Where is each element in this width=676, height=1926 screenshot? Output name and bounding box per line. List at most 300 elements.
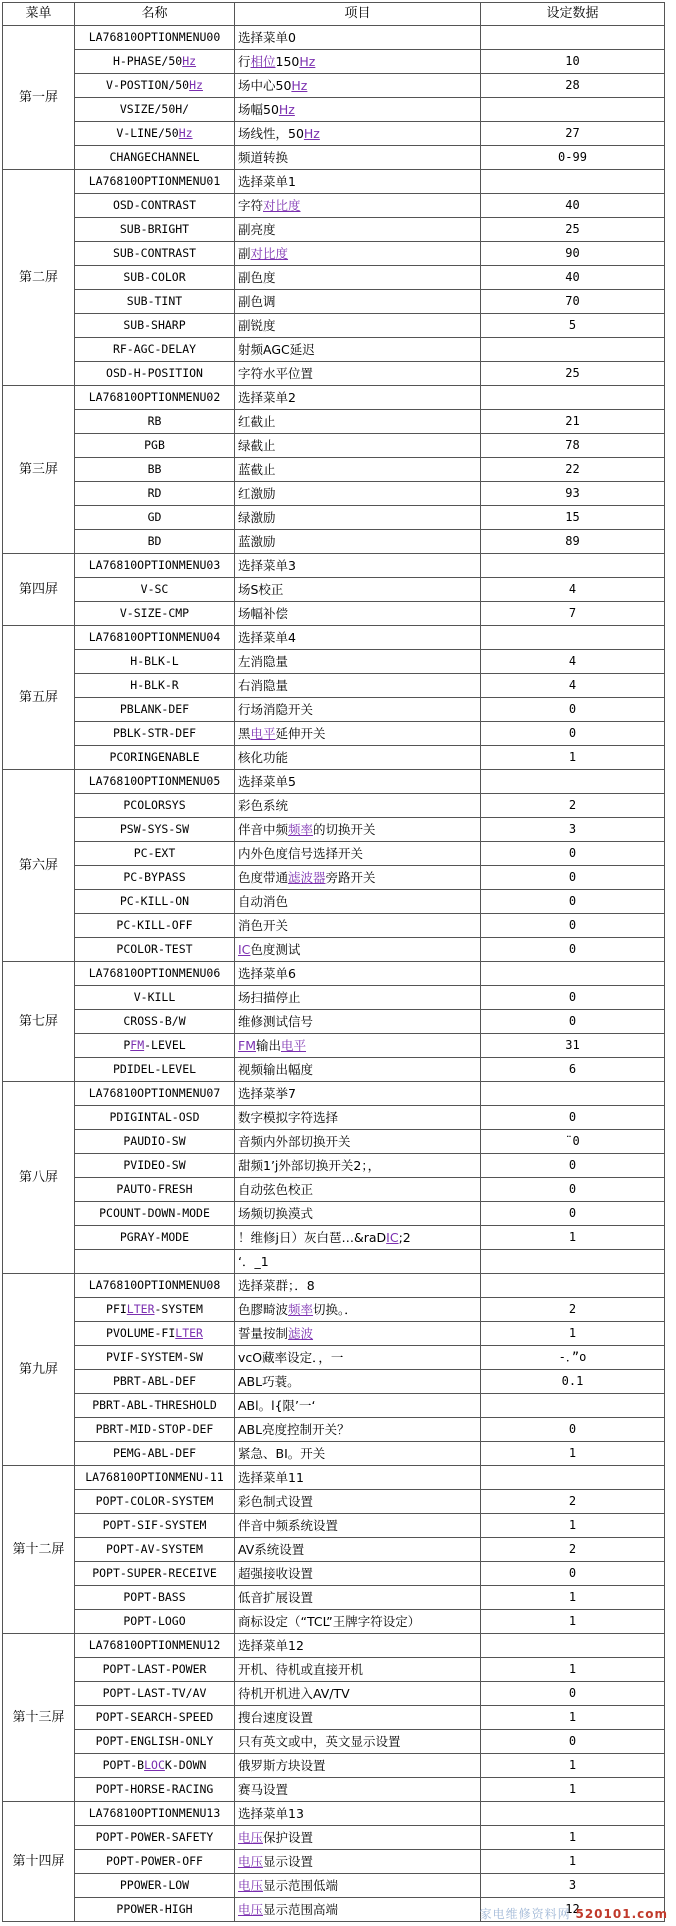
table-row bbox=[3, 1634, 665, 1658]
menu-cell: 第四屏 bbox=[3, 554, 75, 626]
name-cell: PEMG-ABL-DEF bbox=[75, 1442, 235, 1466]
hyperlink[interactable]: 电压 bbox=[238, 1902, 264, 1917]
value-cell: 12 bbox=[481, 1898, 665, 1922]
table-row bbox=[3, 554, 665, 578]
item-cell: 选择菜单0 bbox=[235, 26, 481, 50]
table-row bbox=[3, 794, 665, 818]
value-cell: 0 bbox=[481, 914, 665, 938]
name-cell: POPT-ENGLISH-ONLY bbox=[75, 1730, 235, 1754]
table-row bbox=[3, 1586, 665, 1610]
item-cell: 红激励 bbox=[235, 482, 481, 506]
item-cell: 核化功能 bbox=[235, 746, 481, 770]
name-cell: POPT-LAST-TV/AV bbox=[75, 1682, 235, 1706]
item-cell: 彩色系统 bbox=[235, 794, 481, 818]
item-cell: AV系统设置 bbox=[235, 1538, 481, 1562]
table-row bbox=[3, 650, 665, 674]
name-cell: PC-KILL-OFF bbox=[75, 914, 235, 938]
table-row bbox=[3, 194, 665, 218]
hyperlink[interactable]: IC bbox=[238, 942, 251, 957]
item-cell: 搜台速度设置 bbox=[235, 1706, 481, 1730]
value-cell: 0 bbox=[481, 1562, 665, 1586]
table-row bbox=[3, 1322, 665, 1346]
value-cell: 3 bbox=[481, 818, 665, 842]
hyperlink[interactable]: FM bbox=[130, 1038, 145, 1052]
table-row bbox=[3, 602, 665, 626]
menu-cell: 第一屏 bbox=[3, 26, 75, 170]
value-cell: 6 bbox=[481, 1058, 665, 1082]
hyperlink[interactable]: 滤波 bbox=[288, 870, 314, 885]
name-cell: V-POSTION/50Hz bbox=[75, 74, 235, 98]
item-cell: 开机、待机或直接开机 bbox=[235, 1658, 481, 1682]
name-cell: PFM-LEVEL bbox=[75, 1034, 235, 1058]
value-cell: 1 bbox=[481, 1658, 665, 1682]
item-cell: ！维修j日）灰白琶…&raDIC;2 bbox=[235, 1226, 481, 1250]
item-cell: 低音扩展设置 bbox=[235, 1586, 481, 1610]
item-cell: ABL亮度控制开关？ bbox=[235, 1418, 481, 1442]
value-cell: 22 bbox=[481, 458, 665, 482]
item-cell: ABL巧蓑。 bbox=[235, 1370, 481, 1394]
table-row bbox=[3, 986, 665, 1010]
item-cell: 黑电平延伸开关 bbox=[235, 722, 481, 746]
menu-cell: 第三屏 bbox=[3, 386, 75, 554]
value-cell: 5 bbox=[481, 314, 665, 338]
table-row bbox=[3, 746, 665, 770]
value-cell: 1 bbox=[481, 1850, 665, 1874]
header-item: 项目 bbox=[235, 3, 481, 26]
item-cell: 电压保护设置 bbox=[235, 1826, 481, 1850]
hyperlink[interactable]: 频率 bbox=[288, 822, 314, 837]
item-cell: 伴音中频系统设置 bbox=[235, 1514, 481, 1538]
name-cell: GD bbox=[75, 506, 235, 530]
table-row bbox=[3, 1154, 665, 1178]
value-cell: 1 bbox=[481, 1610, 665, 1634]
item-cell: 电压显示范围高端 bbox=[235, 1898, 481, 1922]
table-row bbox=[3, 266, 665, 290]
name-cell: CROSS-B/W bbox=[75, 1010, 235, 1034]
value-cell: 40 bbox=[481, 266, 665, 290]
item-cell: 选择菜挙7 bbox=[235, 1082, 481, 1106]
value-cell: 0 bbox=[481, 986, 665, 1010]
table-row bbox=[3, 1274, 665, 1298]
watermark-text: 家电维修资料网 bbox=[479, 1907, 571, 1921]
value-cell: 90 bbox=[481, 242, 665, 266]
table-row bbox=[3, 482, 665, 506]
table-row bbox=[3, 1394, 665, 1418]
name-cell: PVIDEO-SW bbox=[75, 1154, 235, 1178]
name-cell: LA76810OPTIONMENU07 bbox=[75, 1082, 235, 1106]
table-row bbox=[3, 914, 665, 938]
name-cell: H-BLK-L bbox=[75, 650, 235, 674]
name-cell: PCORINGENABLE bbox=[75, 746, 235, 770]
item-cell: 选择菜单6 bbox=[235, 962, 481, 986]
value-cell bbox=[481, 962, 665, 986]
name-cell: RD bbox=[75, 482, 235, 506]
value-cell bbox=[481, 1250, 665, 1274]
table-row bbox=[3, 458, 665, 482]
hyperlink[interactable]: Hz bbox=[178, 126, 193, 140]
item-cell: 商标设定（“TCL”王牌字符设定） bbox=[235, 1610, 481, 1634]
value-cell: 1 bbox=[481, 1778, 665, 1802]
table-row bbox=[3, 314, 665, 338]
name-cell: PVIF-SYSTEM-SW bbox=[75, 1346, 235, 1370]
menu-cell: 第十三屏 bbox=[3, 1634, 75, 1802]
item-cell: vcO藏率设定．，一 bbox=[235, 1346, 481, 1370]
item-cell: 右消隐量 bbox=[235, 674, 481, 698]
value-cell: 27 bbox=[481, 122, 665, 146]
value-cell: 0 bbox=[481, 842, 665, 866]
table-row bbox=[3, 1754, 665, 1778]
menu-cell: 第六屏 bbox=[3, 770, 75, 962]
name-cell: LA76810OPTIONMENU13 bbox=[75, 1802, 235, 1826]
table-row bbox=[3, 50, 665, 74]
item-cell: 消色开关 bbox=[235, 914, 481, 938]
item-cell: 副锐度 bbox=[235, 314, 481, 338]
name-cell: POPT-AV-SYSTEM bbox=[75, 1538, 235, 1562]
table-row bbox=[3, 74, 665, 98]
name-cell: PC-BYPASS bbox=[75, 866, 235, 890]
table-row bbox=[3, 290, 665, 314]
table-row bbox=[3, 578, 665, 602]
name-cell: POPT-COLOR-SYSTEM bbox=[75, 1490, 235, 1514]
hyperlink[interactable]: 滤波 bbox=[288, 1326, 314, 1341]
name-cell: POPT-SEARCH-SPEED bbox=[75, 1706, 235, 1730]
value-cell bbox=[481, 26, 665, 50]
item-cell: 俄罗斯方块设置 bbox=[235, 1754, 481, 1778]
name-cell: CHANGECHANNEL bbox=[75, 146, 235, 170]
value-cell: 1 bbox=[481, 1514, 665, 1538]
menu-cell: 第九屏 bbox=[3, 1274, 75, 1466]
item-cell: 视频输出幅度 bbox=[235, 1058, 481, 1082]
name-cell: PDIDEL-LEVEL bbox=[75, 1058, 235, 1082]
item-cell: 选择菜单2 bbox=[235, 386, 481, 410]
table-row bbox=[3, 98, 665, 122]
name-cell: V-KILL bbox=[75, 986, 235, 1010]
name-cell: LA76810OPTIONMENU08 bbox=[75, 1274, 235, 1298]
table-row bbox=[3, 26, 665, 50]
hyperlink[interactable]: Hz bbox=[189, 78, 203, 92]
table-row bbox=[3, 242, 665, 266]
item-cell: 数字模拟字符选择 bbox=[235, 1106, 481, 1130]
item-cell: 选择菜单1 bbox=[235, 170, 481, 194]
hyperlink[interactable]: Hz bbox=[299, 54, 316, 69]
table-row bbox=[3, 626, 665, 650]
name-cell: PBRT-ABL-DEF bbox=[75, 1370, 235, 1394]
name-cell bbox=[75, 1250, 235, 1274]
table-row bbox=[3, 1130, 665, 1154]
value-cell: 0 bbox=[481, 938, 665, 962]
value-cell: 0-99 bbox=[481, 146, 665, 170]
item-cell: FM输出电平 bbox=[235, 1034, 481, 1058]
item-cell: 超强接收设置 bbox=[235, 1562, 481, 1586]
item-cell: 选择菜单3 bbox=[235, 554, 481, 578]
table-row bbox=[3, 674, 665, 698]
item-cell: 蓝截止 bbox=[235, 458, 481, 482]
table-row bbox=[3, 1010, 665, 1034]
hyperlink[interactable]: LTER bbox=[175, 1326, 203, 1340]
value-cell: 4 bbox=[481, 674, 665, 698]
value-cell: 15 bbox=[481, 506, 665, 530]
name-cell: BB bbox=[75, 458, 235, 482]
value-cell: 4 bbox=[481, 650, 665, 674]
name-cell: BD bbox=[75, 530, 235, 554]
watermark bbox=[480, 1905, 668, 1922]
item-cell: 只有英文或中，英文显示设置 bbox=[235, 1730, 481, 1754]
item-cell: 副色度 bbox=[235, 266, 481, 290]
value-cell bbox=[481, 1394, 665, 1418]
name-cell: POPT-POWER-SAFETY bbox=[75, 1826, 235, 1850]
name-cell: LA76810OPTIONMENU00 bbox=[75, 26, 235, 50]
hyperlink[interactable]: 对比度 bbox=[263, 198, 301, 213]
hyperlink[interactable]: 电压 bbox=[238, 1830, 264, 1845]
name-cell: H-PHASE/50Hz bbox=[75, 50, 235, 74]
name-cell: LA76810OPTIONMENU04 bbox=[75, 626, 235, 650]
item-cell: 场线性，50Hz bbox=[235, 122, 481, 146]
value-cell bbox=[481, 170, 665, 194]
menu-cell: 第五屏 bbox=[3, 626, 75, 770]
name-cell: PAUTO-FRESH bbox=[75, 1178, 235, 1202]
settings-table bbox=[2, 2, 665, 1922]
header-value: 设定数据 bbox=[481, 3, 665, 26]
value-cell: 1 bbox=[481, 1826, 665, 1850]
item-cell: IC色度测试 bbox=[235, 938, 481, 962]
item-cell: 副色调 bbox=[235, 290, 481, 314]
name-cell: LA76810OPTIONMENU06 bbox=[75, 962, 235, 986]
hyperlink[interactable]: Hz bbox=[278, 102, 295, 117]
value-cell: 0 bbox=[481, 698, 665, 722]
hyperlink[interactable]: IC bbox=[386, 1230, 399, 1245]
item-cell: 彩色制式设置 bbox=[235, 1490, 481, 1514]
table-row bbox=[3, 1514, 665, 1538]
table-row bbox=[3, 962, 665, 986]
table-row bbox=[3, 818, 665, 842]
table-row bbox=[3, 1106, 665, 1130]
name-cell: SUB-COLOR bbox=[75, 266, 235, 290]
name-cell: SUB-TINT bbox=[75, 290, 235, 314]
value-cell bbox=[481, 98, 665, 122]
item-cell: 场频切换漠式 bbox=[235, 1202, 481, 1226]
value-cell: 25 bbox=[481, 218, 665, 242]
name-cell: RB bbox=[75, 410, 235, 434]
name-cell: POPT-SUPER-RECEIVE bbox=[75, 1562, 235, 1586]
item-cell: 紧急、BI。开关 bbox=[235, 1442, 481, 1466]
item-cell: 自动弦色校正 bbox=[235, 1178, 481, 1202]
name-cell: PBLANK-DEF bbox=[75, 698, 235, 722]
item-cell: 绿激励 bbox=[235, 506, 481, 530]
item-cell: 行场消隐开关 bbox=[235, 698, 481, 722]
name-cell: PGRAY-MODE bbox=[75, 1226, 235, 1250]
name-cell: PCOLOR-TEST bbox=[75, 938, 235, 962]
name-cell: PPOWER-LOW bbox=[75, 1874, 235, 1898]
item-cell: 红截止 bbox=[235, 410, 481, 434]
hyperlink[interactable]: 电压 bbox=[238, 1854, 264, 1869]
item-cell: 蓝激励 bbox=[235, 530, 481, 554]
item-cell: 音频内外部切换开关 bbox=[235, 1130, 481, 1154]
name-cell: LA76810OPTIONMENU03 bbox=[75, 554, 235, 578]
table-row bbox=[3, 1442, 665, 1466]
value-cell: 89 bbox=[481, 530, 665, 554]
value-cell: -．”o bbox=[481, 1346, 665, 1370]
value-cell: 4 bbox=[481, 578, 665, 602]
table-row bbox=[3, 1778, 665, 1802]
value-cell: 1 bbox=[481, 1322, 665, 1346]
item-cell: 场中心50Hz bbox=[235, 74, 481, 98]
item-cell: 字符对比度 bbox=[235, 194, 481, 218]
name-cell: V-SC bbox=[75, 578, 235, 602]
hyperlink[interactable]: LTER bbox=[126, 1302, 155, 1316]
name-cell: PCOUNT-DOWN-MODE bbox=[75, 1202, 235, 1226]
name-cell: POPT-LOGO bbox=[75, 1610, 235, 1634]
value-cell: 1 bbox=[481, 746, 665, 770]
value-cell: 21 bbox=[481, 410, 665, 434]
table-row bbox=[3, 1706, 665, 1730]
name-cell: SUB-SHARP bbox=[75, 314, 235, 338]
name-cell: PPOWER-HIGH bbox=[75, 1898, 235, 1922]
hyperlink[interactable]: Hz bbox=[182, 54, 197, 68]
name-cell: POPT-HORSE-RACING bbox=[75, 1778, 235, 1802]
name-cell: POPT-BASS bbox=[75, 1586, 235, 1610]
table-row bbox=[3, 842, 665, 866]
table-row bbox=[3, 170, 665, 194]
menu-cell: 第十二屏 bbox=[3, 1466, 75, 1634]
table-row bbox=[3, 1178, 665, 1202]
item-cell: 色度带通滤波器旁路开关 bbox=[235, 866, 481, 890]
hyperlink[interactable]: 电平 bbox=[250, 726, 276, 741]
item-cell: 场幅补偿 bbox=[235, 602, 481, 626]
value-cell: 7 bbox=[481, 602, 665, 626]
table-row bbox=[3, 1562, 665, 1586]
name-cell: PBRT-MID-STOP-DEF bbox=[75, 1418, 235, 1442]
table-row bbox=[3, 770, 665, 794]
item-cell: 射频AGC延迟 bbox=[235, 338, 481, 362]
table-row bbox=[3, 1370, 665, 1394]
value-cell: 0 bbox=[481, 890, 665, 914]
item-cell: 场S校正 bbox=[235, 578, 481, 602]
table-row bbox=[3, 506, 665, 530]
hyperlink[interactable]: 电平 bbox=[281, 1038, 307, 1053]
item-cell: ABl。l{限’一‘ bbox=[235, 1394, 481, 1418]
item-cell: 色膠畸波频率切换。． bbox=[235, 1298, 481, 1322]
item-cell: 选择菜群；．8 bbox=[235, 1274, 481, 1298]
table-row bbox=[3, 1682, 665, 1706]
item-cell: 频道转换 bbox=[235, 146, 481, 170]
hyperlink[interactable]: 相位 bbox=[250, 54, 276, 69]
value-cell: 0.1 bbox=[481, 1370, 665, 1394]
value-cell bbox=[481, 1082, 665, 1106]
name-cell: POPT-SIF-SYSTEM bbox=[75, 1514, 235, 1538]
hyperlink[interactable]: LOC bbox=[144, 1758, 165, 1772]
hyperlink[interactable]: Hz bbox=[291, 78, 308, 93]
table-row bbox=[3, 1610, 665, 1634]
item-cell: 场扫描停止 bbox=[235, 986, 481, 1010]
table-row bbox=[3, 938, 665, 962]
menu-cell: 第十四屏 bbox=[3, 1802, 75, 1922]
name-cell: OSD-H-POSITION bbox=[75, 362, 235, 386]
name-cell: LA76810OPTIONMENU02 bbox=[75, 386, 235, 410]
value-cell bbox=[481, 626, 665, 650]
hyperlink[interactable]: FM bbox=[238, 1038, 256, 1053]
value-cell: 0 bbox=[481, 1154, 665, 1178]
hyperlink[interactable]: 对比度 bbox=[250, 246, 289, 261]
name-cell: POPT-BLOCK-DOWN bbox=[75, 1754, 235, 1778]
table-row bbox=[3, 1418, 665, 1442]
value-cell: 0 bbox=[481, 1202, 665, 1226]
table-row bbox=[3, 1226, 665, 1250]
value-cell: 1 bbox=[481, 1754, 665, 1778]
value-cell: 3 bbox=[481, 1874, 665, 1898]
name-cell: OSD-CONTRAST bbox=[75, 194, 235, 218]
value-cell: 0 bbox=[481, 1730, 665, 1754]
item-cell: 维修测试信号 bbox=[235, 1010, 481, 1034]
value-cell: 0 bbox=[481, 722, 665, 746]
header-name: 名称 bbox=[75, 3, 235, 26]
value-cell bbox=[481, 1274, 665, 1298]
hyperlink[interactable]: 电压 bbox=[238, 1878, 264, 1893]
name-cell: POPT-POWER-OFF bbox=[75, 1850, 235, 1874]
name-cell: PAUDIO-SW bbox=[75, 1130, 235, 1154]
value-cell: 28 bbox=[481, 74, 665, 98]
item-cell: ‘．_1 bbox=[235, 1250, 481, 1274]
item-cell: 自动消色 bbox=[235, 890, 481, 914]
value-cell bbox=[481, 338, 665, 362]
value-cell: 1 bbox=[481, 1442, 665, 1466]
item-cell: 内外色度信号选择开关 bbox=[235, 842, 481, 866]
value-cell: 0 bbox=[481, 1682, 665, 1706]
value-cell: 78 bbox=[481, 434, 665, 458]
value-cell: 70 bbox=[481, 290, 665, 314]
item-cell: 选择菜单5 bbox=[235, 770, 481, 794]
hyperlink[interactable]: Hz bbox=[303, 126, 320, 141]
name-cell: V-SIZE-CMP bbox=[75, 602, 235, 626]
name-cell: SUB-CONTRAST bbox=[75, 242, 235, 266]
table-row bbox=[3, 1490, 665, 1514]
name-cell: V-LINE/50Hz bbox=[75, 122, 235, 146]
table-row bbox=[3, 722, 665, 746]
item-cell: 行相位150Hz bbox=[235, 50, 481, 74]
value-cell: 1 bbox=[481, 1706, 665, 1730]
item-cell: 赛马设置 bbox=[235, 1778, 481, 1802]
value-cell: 0 bbox=[481, 1418, 665, 1442]
value-cell bbox=[481, 1634, 665, 1658]
watermark-domain: 520101.com bbox=[575, 1907, 668, 1921]
table-row bbox=[3, 1658, 665, 1682]
name-cell: PSW-SYS-SW bbox=[75, 818, 235, 842]
item-cell: 场幅50Hz bbox=[235, 98, 481, 122]
table-row bbox=[3, 1826, 665, 1850]
name-cell: PBRT-ABL-THRESHOLD bbox=[75, 1394, 235, 1418]
value-cell: 0 bbox=[481, 1010, 665, 1034]
item-cell: 副对比度 bbox=[235, 242, 481, 266]
value-cell: 0 bbox=[481, 1178, 665, 1202]
item-cell: 誓量按制滤波 bbox=[235, 1322, 481, 1346]
table-row bbox=[3, 146, 665, 170]
value-cell: 40 bbox=[481, 194, 665, 218]
table-row bbox=[3, 1034, 665, 1058]
name-cell: PDIGINTAL-OSD bbox=[75, 1106, 235, 1130]
value-cell bbox=[481, 386, 665, 410]
item-cell: 选择菜单12 bbox=[235, 1634, 481, 1658]
value-cell: ¨0 bbox=[481, 1130, 665, 1154]
value-cell: 2 bbox=[481, 1490, 665, 1514]
table-row bbox=[3, 218, 665, 242]
hyperlink[interactable]: 滤波器 bbox=[288, 870, 326, 885]
table-row bbox=[3, 890, 665, 914]
name-cell: PGB bbox=[75, 434, 235, 458]
name-cell: SUB-BRIGHT bbox=[75, 218, 235, 242]
table-row bbox=[3, 1202, 665, 1226]
hyperlink[interactable]: 频率 bbox=[288, 1302, 314, 1317]
item-cell: 待机开机进入AV/TV bbox=[235, 1682, 481, 1706]
table-row bbox=[3, 1058, 665, 1082]
